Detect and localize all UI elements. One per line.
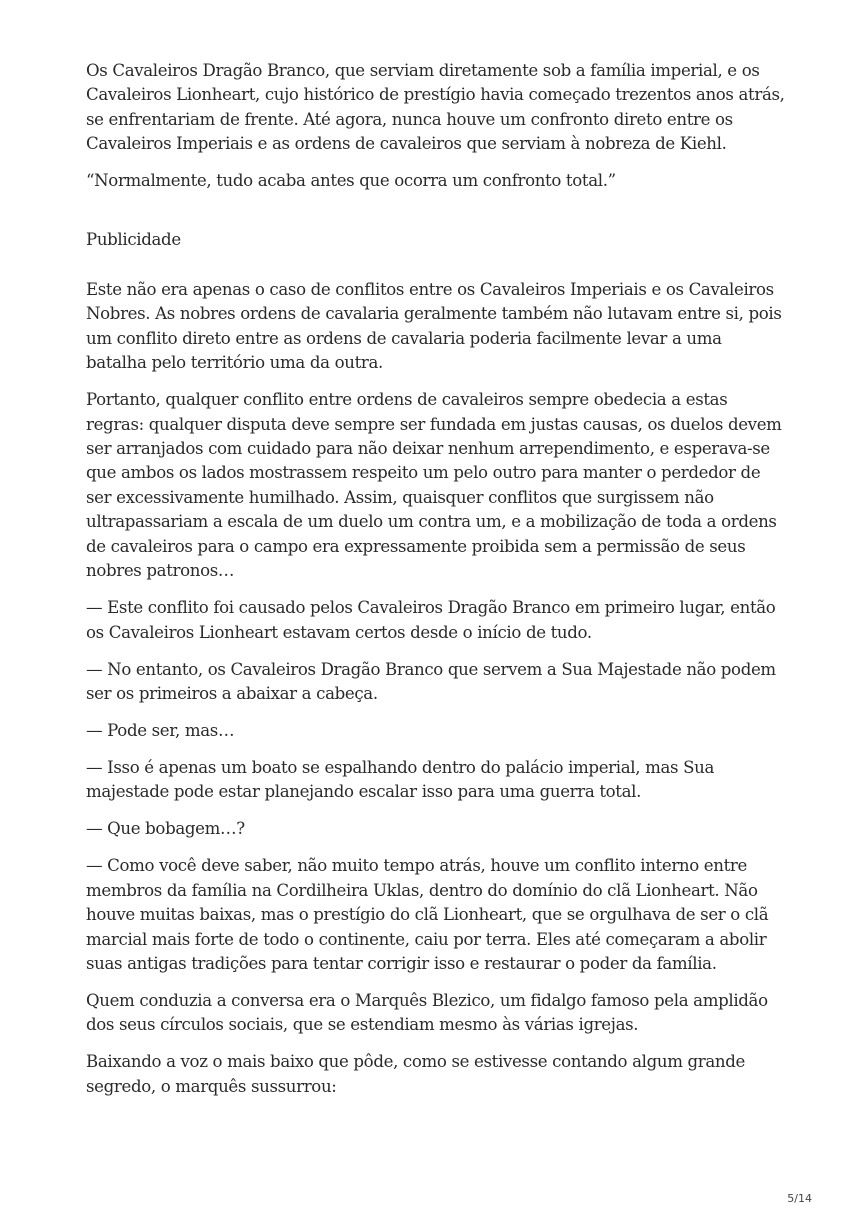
dialogue-line: — Isso é apenas um boato se espalhando dentro do palácio imperial, mas Sua majestade pode estar planejando escalar isso para uma guerra total.	[86, 757, 714, 802]
dialogue-line: — Pode ser, mas…	[86, 720, 235, 740]
dialogue-line: — Que bobagem…?	[86, 819, 245, 839]
dialogue-line: — Este conflito foi causado pelos Cavaleiros Dragão Branco em primeiro lugar, então os Cavaleiros Lionheart estavam certos desde o início de tudo.	[86, 598, 776, 642]
advertisement-label: Publicidade	[86, 229, 181, 249]
document-body	[86, 59, 786, 1112]
dialogue-line: — No entanto, os Cavaleiros Dragão Branco que servem a Sua Majestade não podem ser os primeiros a abaixar a cabeça.	[86, 659, 776, 703]
quote-paragraph: “Normalmente, tudo acaba antes que ocorra um confronto total.”	[86, 171, 616, 191]
paragraph: Portanto, qualquer conflito entre ordens de cavaleiros sempre obedecia a estas regras: qualquer disputa deve sempre ser fundada em justas causas, os duelos devem ser arranjados com cuidado para não deixar nenhum arrependimento, e esperava-se que ambos os lados mostrassem respeito um pelo outro para manter o perdedor de ser excessivamente humilhado. Assim, quaisquer conflitos que surgissem não ultrapassariam a escala de um duelo um contra um, e a mobilização de toda a ordens de cavaleiros para o campo era expressamente proibida sem a permissão de seus nobres patronos…	[86, 390, 782, 581]
page-number: 5/14	[787, 1192, 812, 1205]
paragraph: Baixando a voz o mais baixo que pôde, como se estivesse contando algum grande segredo, o marquês sussurrou:	[86, 1052, 745, 1096]
paragraph: Os Cavaleiros Dragão Branco, que serviam diretamente sob a família imperial, e os Cavaleiros Lionheart, cujo histórico de prestígio havia começado trezentos anos atrás, se enfrentariam de frente. Até agora, nunca houve um confronto direto entre os Cavaleiros Imperiais e as ordens de cavaleiros que serviam à nobreza de Kiehl.	[86, 61, 785, 154]
paragraph: Este não era apenas o caso de conflitos entre os Cavaleiros Imperiais e os Cavaleiros Nobres. As nobres ordens de cavalaria geralmente também não lutavam entre si, pois um conflito direto entre as ordens de cavalaria poderia facilmente levar a uma batalha pelo território uma da outra.	[86, 280, 782, 373]
dialogue-line: — Como você deve saber, não muito tempo atrás, houve um conflito interno entre membros da família na Cordilheira Uklas, dentro do domínio do clã Lionheart. Não houve muitas baixas, mas o prestígio do clã Lionheart, que se orgulhava de ser o clã marcial mais forte de todo o continente, caiu por terra. Eles até começaram a abolir suas antigas tradições para tentar corrigir isso e restaurar o poder da família.	[86, 856, 769, 973]
paragraph: Quem conduzia a conversa era o Marquês Blezico, um fidalgo famoso pela amplidão dos seus círculos sociais, que se estendiam mesmo às várias igrejas.	[86, 990, 768, 1035]
